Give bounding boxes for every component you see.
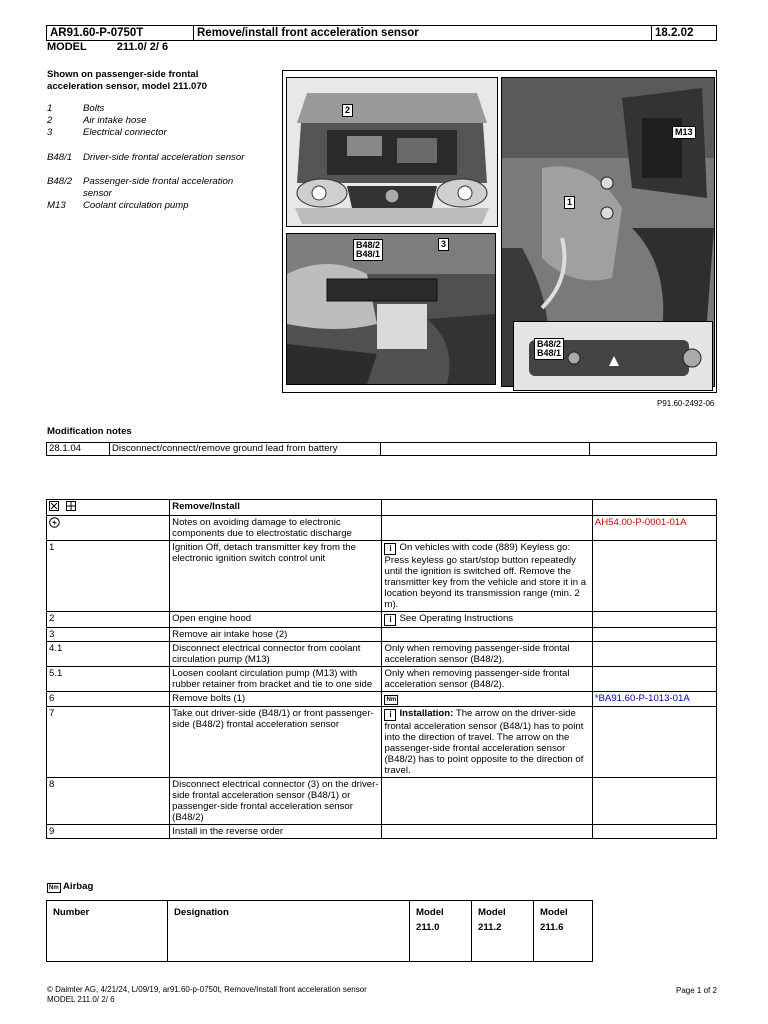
- esd-icon: [49, 517, 60, 528]
- col-number: Number: [47, 901, 168, 962]
- airbag-table: [46, 900, 593, 962]
- car-front-photo: [286, 77, 498, 227]
- reference-link[interactable]: *BA91.60-P-1013-01A: [592, 692, 716, 707]
- table-header-row: [47, 901, 593, 962]
- callout-3: 3: [438, 238, 449, 251]
- table-row: 8 Disconnect electrical connector (3) on the driver-side frontal acceleration sensor (B48/1) or passenger-side frontal acceleration sensor (B48/2): [47, 778, 717, 825]
- col-model-211-2: Model 211.2: [472, 901, 534, 962]
- table-row: 28.1.04 Disconnect/connect/remove ground lead from battery: [47, 443, 717, 456]
- info-icon: i: [384, 614, 396, 626]
- procedure-table: [46, 499, 717, 839]
- legend-item: M13 Coolant circulation pump: [47, 200, 189, 211]
- legend-item: B48/2 Passenger-side frontal acceleration sensor: [47, 176, 234, 199]
- info-icon: i: [384, 543, 396, 555]
- torque-wrench-icon: Nm: [49, 885, 59, 891]
- table-header-row: [47, 500, 717, 516]
- header-remove-install: Remove/Install: [170, 500, 382, 516]
- sensor-detail-photo: [513, 321, 713, 391]
- sensor-removal-photo: [286, 233, 496, 385]
- table-row: 2 Open engine hood i See Operating Instructions: [47, 612, 717, 628]
- col-model-211-0: Model 211.0: [410, 901, 472, 962]
- table-row: 7 Take out driver-side (B48/1) or front passenger-side (B48/2) frontal acceleration sensor i Installation: The arrow on the driver-side frontal acceleration sensor (B48/1) has to point into the direction of travel. The arrow on the passenger-side frontal acceleration sensor (B48/2) has to point opposite to the direction of travel.: [47, 707, 717, 778]
- page-number: Page 1 of 2: [676, 986, 717, 995]
- illustration-figure: [282, 70, 717, 393]
- info-icon: i: [384, 709, 396, 721]
- footer: © Daimler AG, 4/21/24, L/09/19, ar91.60-p-0750t, Remove/Install front acceleration sensor MODEL 211.0/ 2/ 6: [47, 985, 367, 1004]
- callout-1: 1: [564, 196, 575, 209]
- doc-id: AR91.60-P-0750T: [47, 26, 194, 41]
- table-row: 6 Remove bolts (1) Nm *BA91.60-P-1013-01A: [47, 692, 717, 707]
- model-label: MODEL: [47, 41, 87, 53]
- callout-2: 2: [342, 104, 353, 117]
- table-row: 5.1 Loosen coolant circulation pump (M13) with rubber retainer from bracket and tie to one side Only when removing passenger-side frontal acceleration sensor (B48/2).: [47, 667, 717, 692]
- legend-item: 2 Air intake hose: [47, 115, 147, 126]
- legend-item: B48/1 Driver-side frontal acceleration sensor: [47, 152, 245, 163]
- document-header: [46, 25, 717, 41]
- model-line: [47, 42, 168, 53]
- callout-B48-detail: B48/2 B48/1: [534, 338, 564, 360]
- doc-title: Remove/install front acceleration sensor: [194, 26, 652, 41]
- remove-icon: [49, 501, 59, 511]
- table-row: 3 Remove air intake hose (2): [47, 628, 717, 642]
- table-row: 1 Ignition Off, detach transmitter key from the electronic ignition switch control unit i On vehicles with code (889) Keyless go: Press keyless go start/stop button repeatedly until the ignition is switched off. Remove the transmitter key from the vehicle and store it in a location beyond its transmission range (min. 2 m).: [47, 541, 717, 612]
- table-row: 9 Install in the reverse order: [47, 825, 717, 839]
- install-icon: [66, 501, 76, 511]
- model-value: 211.0/ 2/ 6: [116, 41, 169, 53]
- figure-caption: Shown on passenger-side frontal acceleration sensor, model 211.070: [47, 69, 207, 92]
- figure-reference: P91.60-2492-06: [657, 399, 715, 408]
- modification-table: [46, 442, 717, 456]
- legend-item: 3 Electrical connector: [47, 127, 167, 138]
- reference-link[interactable]: AH54.00-P-0001-01A: [592, 516, 716, 541]
- callout-B48-group: B48/2 B48/1: [353, 239, 383, 261]
- airbag-heading: Nm Airbag: [49, 881, 94, 892]
- torque-wrench-icon: Nm: [386, 697, 397, 703]
- doc-date: 18.2.02: [652, 26, 717, 41]
- callout-M13: M13: [672, 126, 696, 139]
- modification-heading: Modification notes: [47, 426, 132, 437]
- col-model-211-6: Model 211.6: [534, 901, 593, 962]
- col-designation: Designation: [168, 901, 410, 962]
- legend-item: 1 Bolts: [47, 103, 105, 114]
- table-row: Notes on avoiding damage to electronic components due to electrostatic discharge AH54.00-P-0001-01A: [47, 516, 717, 541]
- table-row: 4.1 Disconnect electrical connector from coolant circulation pump (M13) Only when removing passenger-side frontal acceleration sensor (B48/2).: [47, 642, 717, 667]
